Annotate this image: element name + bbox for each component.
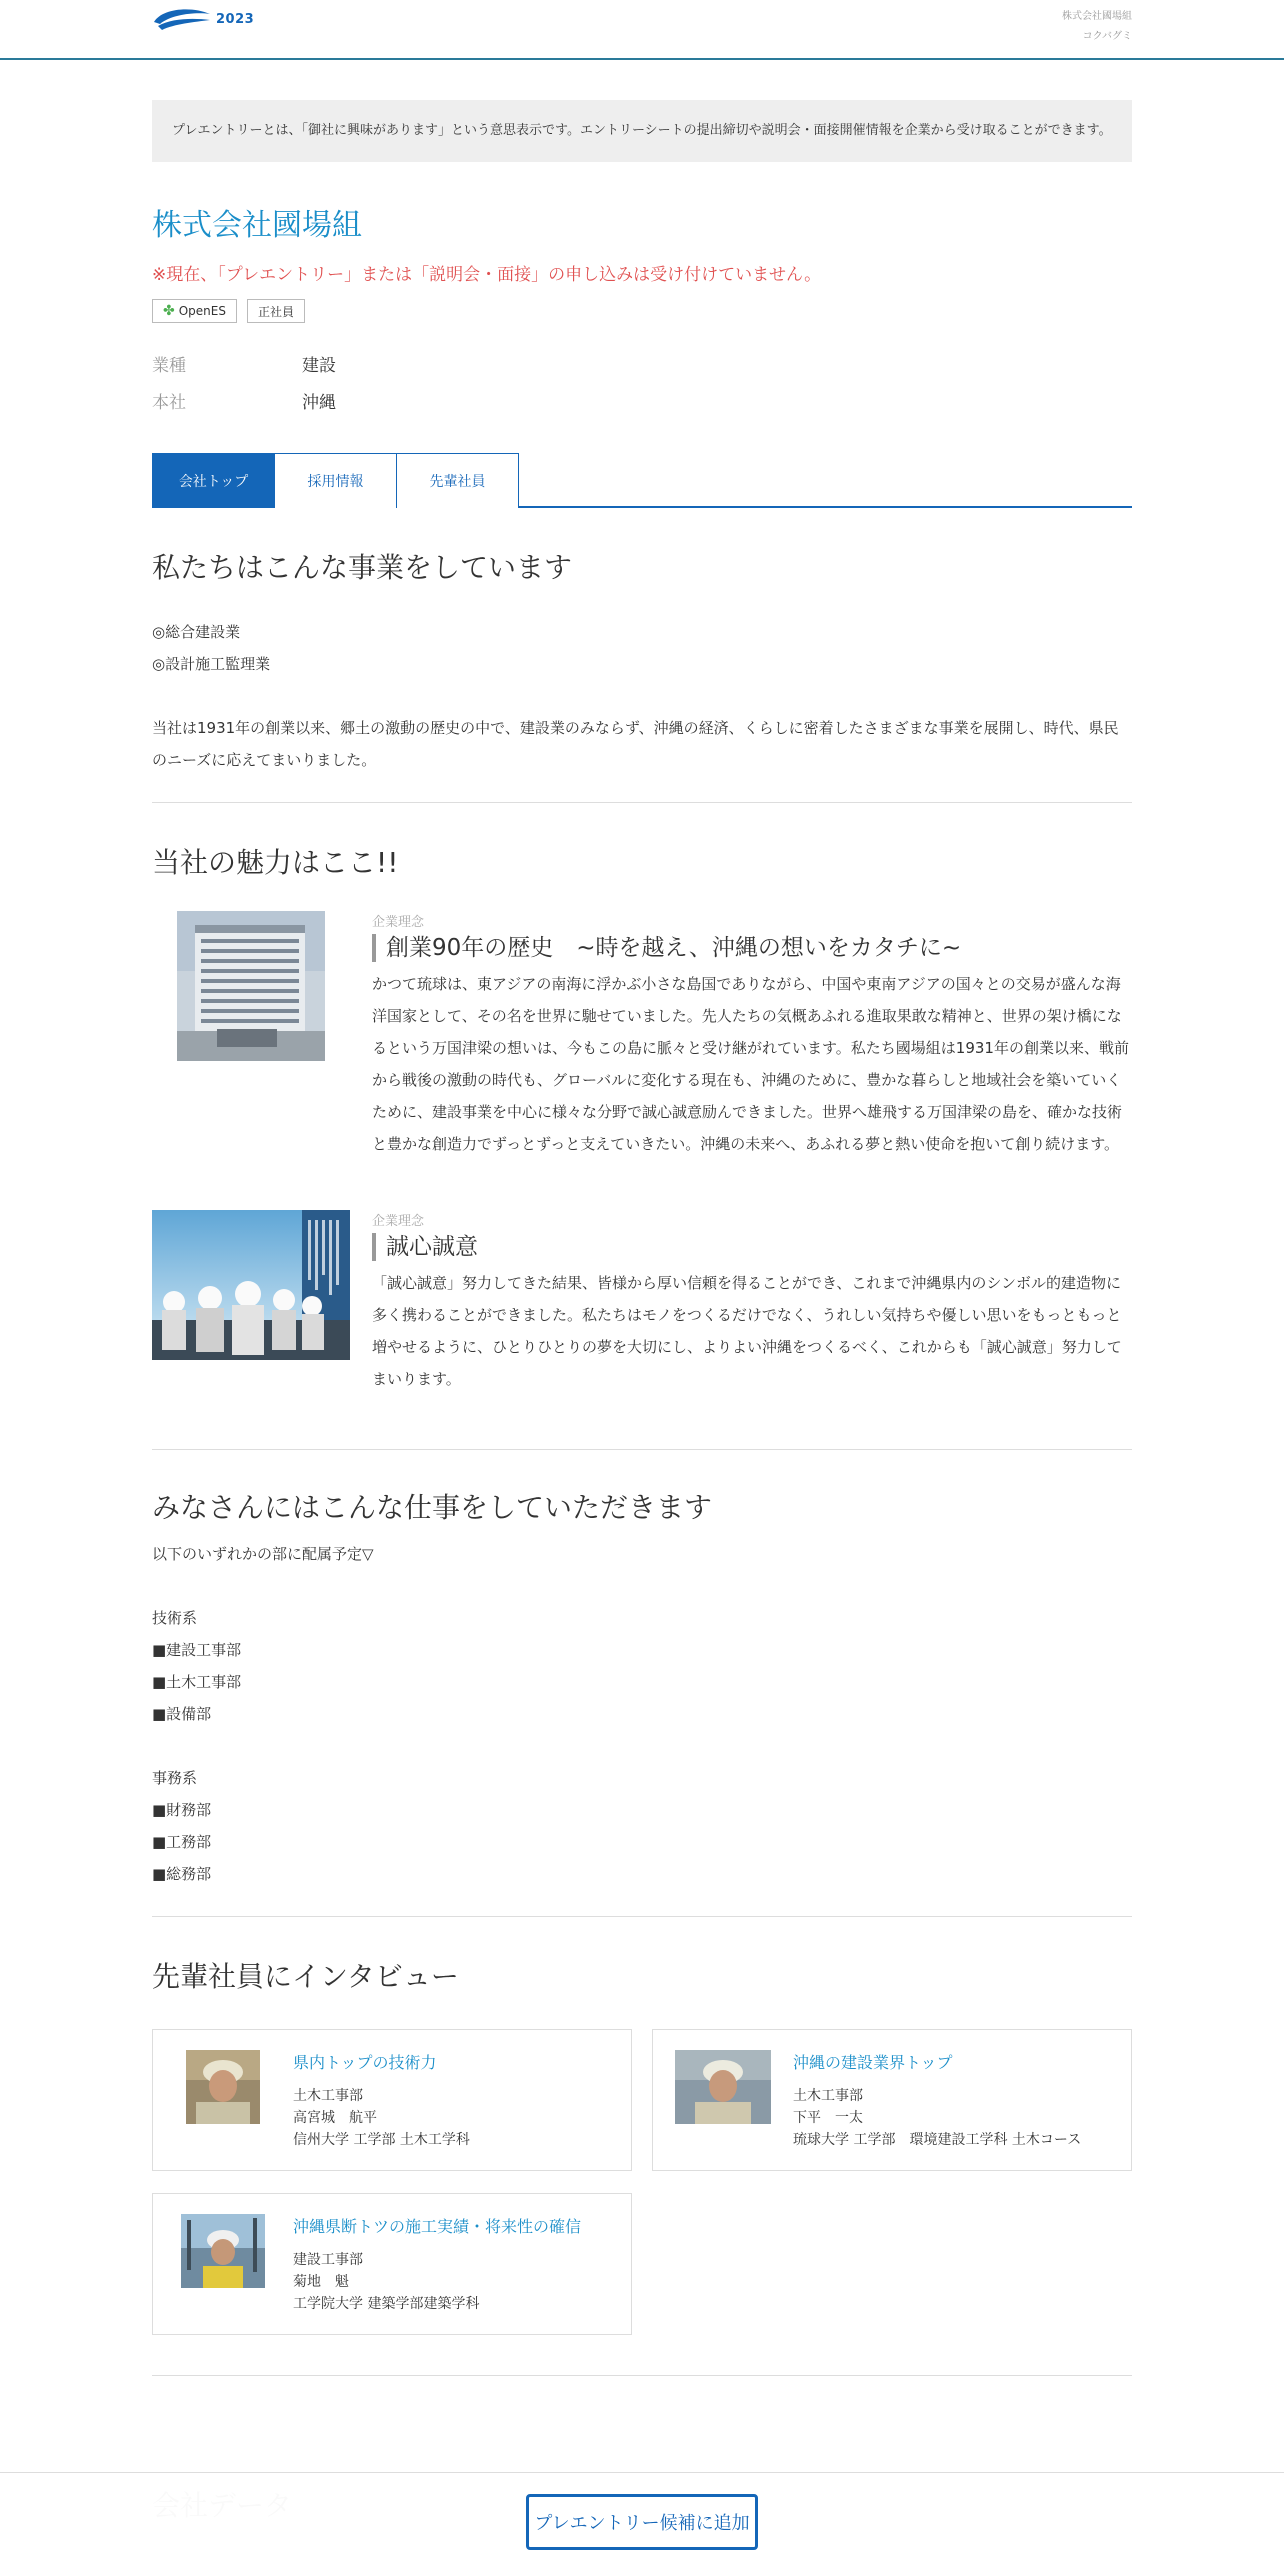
work-group-office [152, 1762, 1132, 1890]
tag-employment-type [247, 299, 305, 323]
interview-card[interactable] [152, 2193, 632, 2335]
work-dept: ■総務部 [152, 1865, 212, 1883]
appeal-section-title: 当社の魅力はここ!! [152, 846, 399, 879]
site-header [0, 0, 1284, 60]
header-company-kana: コクバグミ [1082, 31, 1132, 42]
interview-list [152, 2029, 1132, 2335]
add-preentry-candidate-button[interactable]: プレエントリー候補に追加 [526, 2494, 758, 2550]
interview-photo-wrap [153, 2214, 293, 2334]
tag-openes [152, 299, 237, 323]
interview-school: 琉球大学 工学部 環境建設工学科 土木コース [793, 2132, 1082, 2148]
company-name: 株式会社國場組 [152, 208, 362, 243]
interview-body [293, 2214, 631, 2334]
section-divider [152, 802, 1132, 803]
info-value: 沖縄 [302, 393, 336, 413]
work-group-technical [152, 1602, 1132, 1730]
interview-school: 信州大学 工学部 土木工学科 [293, 2132, 470, 2148]
info-row-industry [152, 345, 1132, 382]
interview-card[interactable] [152, 2029, 632, 2171]
work-intro: 以下のいずれかの部に配属予定▽ [152, 1545, 374, 1563]
section-divider [152, 1449, 1132, 1450]
business-description: 当社は1931年の創業以来、郷土の激動の歴史の中で、建設業のみならず、沖縄の経済、くらしに密着したさまざまな事業を展開し、時代、県民のニーズに応えてまいりました。 [152, 719, 1119, 769]
rikunabi-logo-mark [152, 6, 212, 32]
work-group-name: 技術系 [152, 1609, 198, 1627]
work-dept: ■土木工事部 [152, 1673, 242, 1691]
rikunabi-logo[interactable] [152, 4, 254, 34]
clover-icon: ✤ [163, 303, 175, 319]
appeal-category: 企業理念 [372, 915, 425, 930]
entry-closed-message: ※現在、「プレエントリー」または「説明会・面接」の申し込みは受け付けていません。 [152, 265, 822, 285]
interview-name: 下平 一太 [793, 2110, 863, 2126]
appeal-item-sincerity [152, 1210, 1132, 1395]
tag-openes-label: OpenES [178, 304, 226, 318]
interview-school: 工学院大学 建築学部建築学科 [293, 2296, 480, 2312]
info-key: 本社 [152, 393, 186, 413]
section-divider [152, 2375, 1132, 2376]
appeal-body [372, 1210, 1132, 1395]
appeal-image-wrap [152, 911, 372, 1160]
work-group-name: 事務系 [152, 1769, 198, 1787]
work-dept: ■工務部 [152, 1833, 212, 1851]
interview-photo-wrap [653, 2050, 793, 2170]
preentry-notice: プレエントリーとは、「御社に興味があります」という意思表示です。エントリーシートの提出締切や説明会・面接開催情報を企業から受け取ることができます。 [152, 100, 1132, 162]
main-content [152, 60, 1132, 2376]
employee-photo [186, 2050, 260, 2124]
appeal-image-wrap [152, 1210, 372, 1395]
appeal-heading: 創業90年の歴史 ~時を越え、沖縄の想いをカタチに~ [372, 934, 1132, 962]
interview-dept: 建設工事部 [293, 2252, 363, 2268]
tab-senior-employees[interactable]: 先輩社員 [396, 453, 519, 508]
appeal-category: 企業理念 [372, 1214, 425, 1229]
interview-body [293, 2050, 631, 2170]
work-dept: ■建設工事部 [152, 1641, 242, 1659]
info-key: 業種 [152, 356, 186, 376]
business-items [152, 616, 1132, 680]
interview-dept: 土木工事部 [293, 2088, 363, 2104]
business-section-title: 私たちはこんな事業をしています [152, 551, 573, 584]
header-company [1062, 7, 1132, 47]
tab-company-top[interactable]: 会社トップ [152, 453, 275, 508]
work-section-title: みなさんにはこんな仕事をしていただきます [152, 1491, 713, 1524]
appeal-text: かつて琉球は、東アジアの南海に浮かぶ小さな島国でありながら、中国や東南アジアの国々との交易が盛んな海洋国家として、その名を世界に馳せていました。先人たちの気概あふれる進取果敢な精神と、世界の架け橋になるという万国津梁の想いは、今もこの島に脈々と受け継がれています。私たち國場組は1931年の創業以来、戦前から戦後の激動の時代も、グローバルに変化する現在も、沖縄のために、豊かな暮らしと地域社会を築いていくために、建設事業を中心に様々な分野で誠心誠意励んできました。世界へ雄飛する万国津梁の島を、確かな技術と豊かな創造力でずっとずっと支えていきたい。沖縄の未来へ、あふれる夢と熱い使命を抱いて創り続けます。 [372, 975, 1129, 1153]
business-item: ◎設計施工監理業 [152, 655, 271, 673]
company-info-table [152, 345, 1132, 419]
interview-name: 菊地 魁 [293, 2274, 349, 2290]
logo-year: 2023 [216, 11, 255, 27]
interview-title-link[interactable]: 県内トップの技術力 [293, 2053, 437, 2072]
interview-title-link[interactable]: 沖縄の建設業界トップ [793, 2053, 953, 2072]
interview-card[interactable] [652, 2029, 1132, 2171]
appeal-body [372, 911, 1132, 1160]
header-company-name: 株式会社國場組 [1062, 11, 1132, 22]
company-tags [152, 299, 1132, 323]
interview-dept: 土木工事部 [793, 2088, 863, 2104]
interview-name: 高宮城 航平 [293, 2110, 377, 2126]
building-photo [177, 911, 325, 1061]
appeal-item-history [152, 911, 1132, 1160]
info-value: 建設 [302, 356, 336, 376]
interview-body [793, 2050, 1131, 2170]
tab-recruitment-info[interactable]: 採用情報 [274, 453, 397, 508]
workers-poster-photo [152, 1210, 350, 1360]
work-dept: ■設備部 [152, 1705, 212, 1723]
company-tabs [152, 453, 1132, 508]
interview-title-link[interactable]: 沖縄県断トツの施工実績・将来性の確信 [293, 2217, 582, 2236]
info-row-headquarters [152, 382, 1132, 419]
business-item: ◎総合建設業 [152, 623, 241, 641]
interview-section-title: 先輩社員にインタビュー [152, 1960, 459, 1993]
employee-photo [181, 2214, 265, 2288]
work-dept: ■財務部 [152, 1801, 212, 1819]
tag-employment-type-label: 正社員 [257, 304, 294, 319]
section-divider [152, 1916, 1132, 1917]
appeal-text: 「誠心誠意」努力してきた結果、皆様から厚い信頼を得ることができ、これまで沖縄県内のシンボル的建造物に多く携わることができました。私たちはモノをつくるだけでなく、うれしい気持ちや優しい思いをもっともっと増やせるように、ひとりひとりの夢を大切にし、よりよい沖縄をつくるべく、これからも「誠心誠意」努力してまいります。 [372, 1274, 1122, 1388]
appeal-heading: 誠心誠意 [372, 1233, 1132, 1261]
interview-photo-wrap [153, 2050, 293, 2170]
employee-photo [675, 2050, 771, 2124]
